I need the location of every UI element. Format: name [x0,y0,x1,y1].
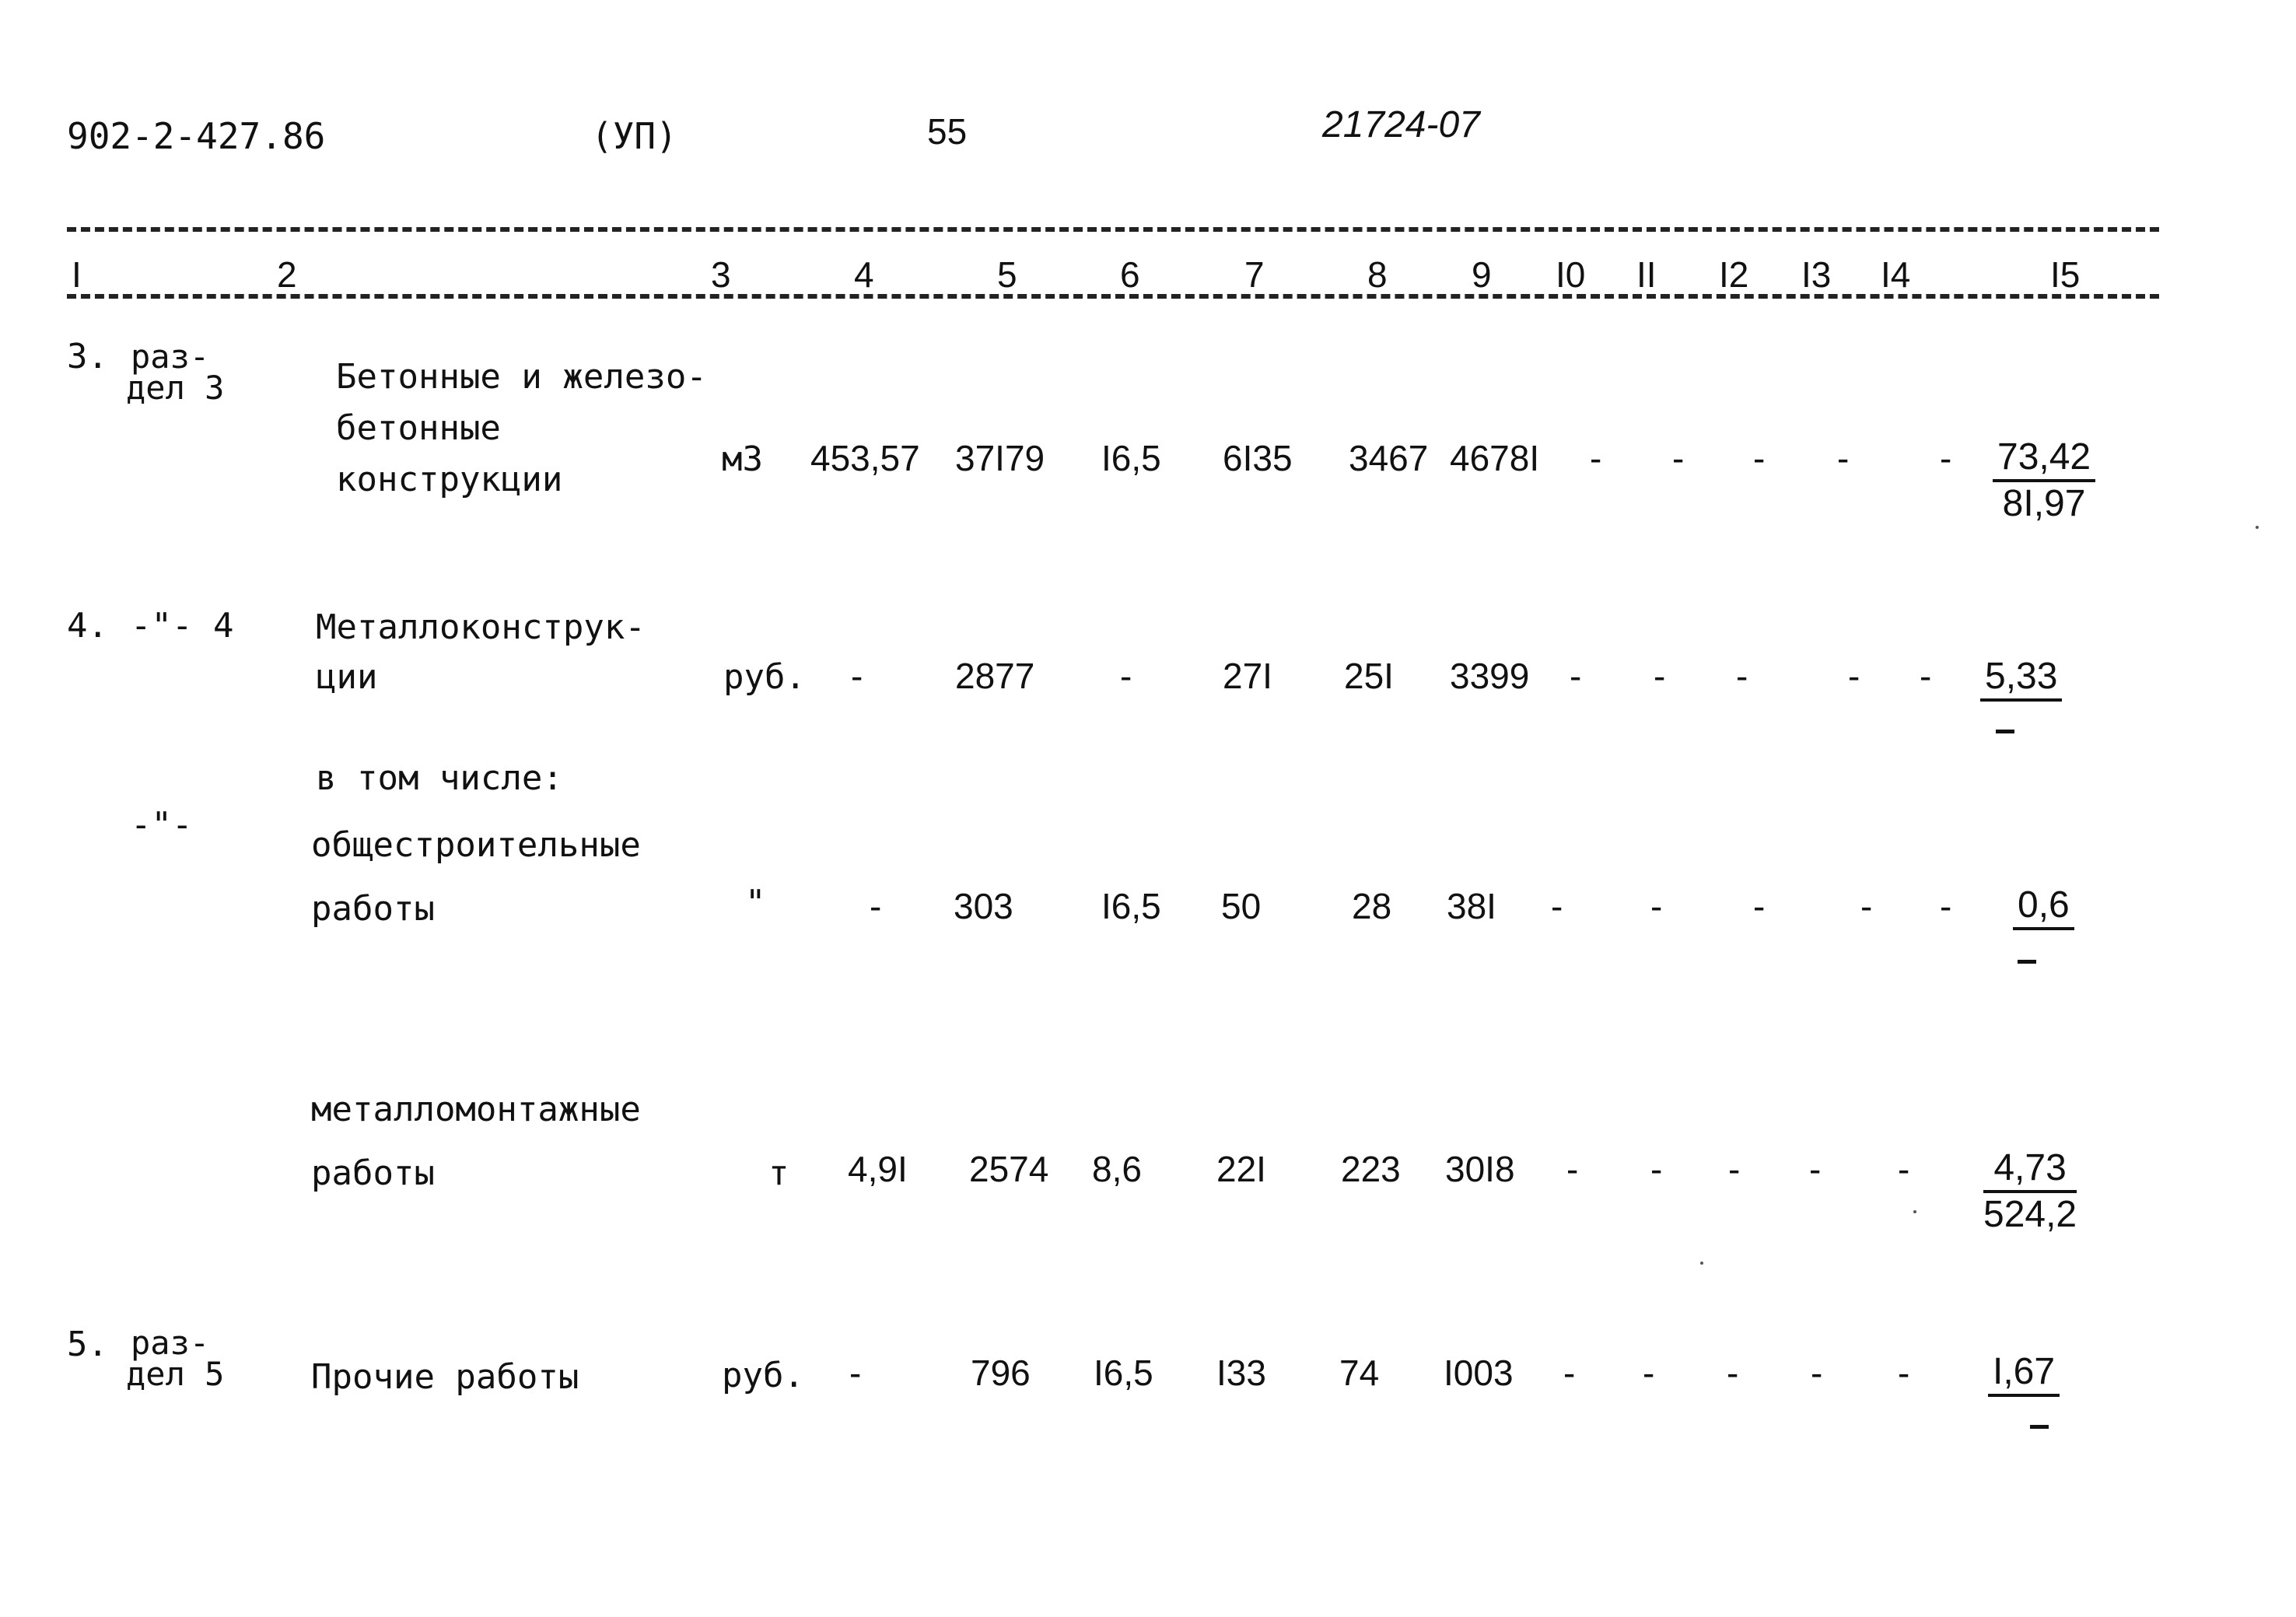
col-header-3: 3 [711,254,731,295]
cell-col5: 2877 [955,656,1035,696]
item-name: бетонные [336,408,501,448]
page-number: 55 [927,111,968,152]
item-name: металломонтажные [311,1090,641,1129]
cell-col9: 30I8 [1445,1149,1515,1189]
item-name: конструкции [336,460,563,499]
cell-col7: 27I [1223,656,1272,696]
cell-col4: - [849,1353,862,1393]
col-header-9: 9 [1472,254,1492,295]
document-code: 902-2-427.86 [67,115,326,157]
cell-col4: 4,9I [848,1149,908,1189]
cell-col10: - [1551,886,1563,926]
handwritten-ref: 21724-07 [1322,104,1480,145]
cell-col11: - [1654,656,1666,696]
item-name: Бетонные и железо- [336,357,707,397]
cell-col8: 3467 [1349,438,1429,478]
cell-col11: - [1672,438,1685,478]
cell-col4: 453,57 [810,438,920,478]
cell-col11: - [1643,1353,1655,1393]
item-name: Металлоконструк- [316,607,646,647]
cell-col12: - [1728,1149,1741,1189]
section-label-top: раз- [131,1324,210,1362]
cell-col15-fraction [1980,655,2062,702]
cell-col12: - [1736,656,1748,696]
cell-col15-fraction [2013,884,2074,930]
cell-col12: - [1727,1353,1739,1393]
cell-col6: I6,5 [1101,886,1161,926]
fraction-denominator: 524,2 [1983,1194,2077,1235]
fraction-denominator-dash [1996,730,2014,733]
cell-col14: - [1920,656,1932,696]
cell-col5: 796 [971,1353,1031,1393]
cell-col8: 28 [1352,886,1392,926]
cell-col5: 37I79 [955,438,1045,478]
fraction-denominator-dash [2018,960,2036,964]
cell-col7: I33 [1216,1353,1266,1393]
fraction-denominator-dash [2030,1425,2049,1429]
col-header-11: II [1636,254,1657,295]
cell-col10: - [1563,1353,1576,1393]
cell-col8: 74 [1339,1353,1380,1393]
col-header-12: I2 [1719,254,1749,295]
section-label-top: раз- [131,338,210,376]
cell-col6: - [1120,656,1132,696]
col-header-10: I0 [1556,254,1586,295]
unit-ditto: " [745,883,766,922]
unit: руб. [722,1356,804,1395]
col-header-6: 6 [1120,254,1140,295]
item-name: работы [311,1153,435,1193]
fraction-numerator: 73,42 [1993,436,2095,482]
cell-col5: 2574 [969,1149,1049,1189]
top-dashed-rule [67,227,2159,232]
unit: м3 [722,439,763,479]
ditto-ref: -"- 4 [131,606,234,646]
col-header-2: 2 [277,254,297,295]
section-label-bottom: дел 3 [126,369,225,407]
cell-col14: - [1898,1353,1910,1393]
col-header-14: I4 [1881,254,1911,295]
col-header-15: I5 [2050,254,2081,295]
col-header-5: 5 [997,254,1017,295]
cell-col14: - [1940,438,1952,478]
subsection-intro: в том числе: [316,758,563,798]
cell-col12: - [1753,438,1766,478]
row-number: 3. [67,337,108,376]
cell-col7: 22I [1216,1149,1266,1189]
column-header-dashed-rule [67,294,2159,299]
cell-col6: I6,5 [1101,438,1161,478]
fraction-denominator: 8I,97 [2002,483,2086,524]
fraction-numerator: 0,6 [2013,884,2074,930]
cell-col13: - [1860,886,1873,926]
col-header-8: 8 [1367,254,1388,295]
unit: т [768,1153,789,1193]
row-number: 5. [67,1325,108,1364]
fraction-numerator: 4,73 [1983,1146,2077,1193]
cell-col7: 6I35 [1223,438,1293,478]
item-name: Прочие работы [311,1357,579,1397]
cell-col4: - [851,656,863,696]
cell-col13: - [1848,656,1860,696]
cell-col9: 4678I [1450,438,1540,478]
cell-col15-fraction [1983,1146,2077,1237]
cell-col4: - [870,886,882,926]
cell-col13: - [1837,438,1850,478]
cell-col11: - [1650,886,1663,926]
cell-col13: - [1809,1149,1822,1189]
col-header-4: 4 [854,254,874,295]
cell-col9: I003 [1444,1353,1514,1393]
ditto-ref: -"- [131,805,193,845]
unit: руб. [723,657,806,697]
col-header-1: I [72,254,82,295]
item-name: ции [316,657,378,697]
cell-col15-fraction [1993,436,2095,526]
cell-col15-fraction [1988,1350,2060,1397]
cell-col14: - [1898,1149,1910,1189]
cell-col8: 223 [1341,1149,1401,1189]
cell-col6: I6,5 [1094,1353,1153,1393]
cell-col9: 38I [1447,886,1496,926]
item-name: работы [311,889,435,929]
cell-col12: - [1753,886,1766,926]
cell-col10: - [1566,1149,1579,1189]
col-header-13: I3 [1801,254,1832,295]
cell-col7: 50 [1221,886,1262,926]
scan-speck [2256,526,2259,529]
fraction-numerator: I,67 [1988,1350,2060,1397]
cell-col13: - [1811,1353,1823,1393]
cell-col9: 3399 [1450,656,1530,696]
fraction-numerator: 5,33 [1980,655,2062,702]
volume-label: (УП) [591,115,677,157]
cell-col10: - [1570,656,1582,696]
cell-col14: - [1940,886,1952,926]
item-name: общестроительные [311,825,641,865]
col-header-7: 7 [1244,254,1265,295]
cell-col11: - [1650,1149,1663,1189]
scan-speck [1700,1262,1703,1265]
cell-col10: - [1590,438,1602,478]
section-label-bottom: дел 5 [126,1355,225,1393]
cell-col6: 8,6 [1092,1149,1142,1189]
scan-speck [1913,1210,1916,1213]
row-number: 4. [67,606,108,646]
cell-col8: 25I [1344,656,1394,696]
cell-col5: 303 [954,886,1013,926]
